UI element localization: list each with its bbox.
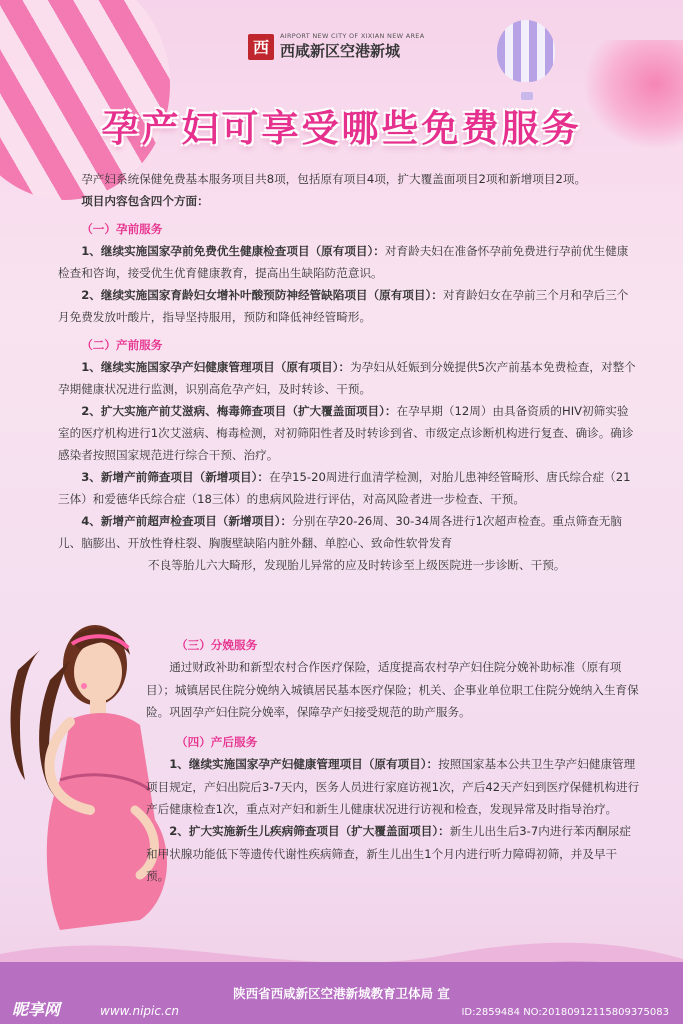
brand-chinese-name: 西咸新区空港新城 xyxy=(280,42,401,60)
list-item: 1、继续实施国家孕前免费优生健康检查项目（原有项目）：对育龄夫妇在准备怀孕前免费进行孕前优生健康检查和咨询，接受优生优育健康教育，提高出生缺陷防范意识。 xyxy=(58,244,629,280)
list-item-continuation: 不良等胎儿六大畸形，发现胎儿异常的应及时转诊至上级医院进一步诊断、干预。 xyxy=(148,558,566,572)
list-item: 1、继续实施国家孕产妇健康管理项目（原有项目）：为孕妇从妊娠到分娩提供5次产前基本免费检查，对整个孕期健康状况进行监测，识别高危孕产妇，及时转诊、干预。 xyxy=(58,360,636,396)
list-item: 4、新增产前超声检查项目（新增项目）：分别在孕20-26周、30-34周各进行1次超声检查。重点筛查无脑儿、脑膨出、开放性脊柱裂、胸腹壁缺陷内脏外翻、单腔心、致命性软骨发育 xyxy=(58,514,622,550)
list-item: 3、新增产前筛查项目（新增项目）：在孕15-20周进行血清学检测，对胎儿患神经管畸形、唐氏综合症（21三体）和爱德华氏综合症（18三体）的患病风险进行评估，对高风险者进一步检查、干预。 xyxy=(58,470,631,506)
watermark-url: www.nipic.cn xyxy=(100,1004,179,1018)
lower-content xyxy=(146,634,640,887)
footer-credit: 陕西省西咸新区空港新城教育卫体局 宣 xyxy=(233,986,450,1001)
watermark-id: ID:2859484 NO:20180912115809375083 xyxy=(461,1007,669,1018)
intro-paragraph: 孕产妇系统保健免费基本服务项目共8项，包括原有项目4项，扩大覆盖面项目2项和新增项目2项。 xyxy=(81,172,587,186)
brand-logo xyxy=(248,32,424,61)
main-content xyxy=(58,168,638,576)
section-heading-postpartum: （四）产后服务 xyxy=(176,735,258,750)
delivery-paragraph: 通过财政补助和新型农村合作医疗保险，适度提高农村孕产妇住院分娩补助标准（原有项目）；城镇居民住院分娩纳入城镇居民基本医疗保险；机关、企事业单位职工住院分娩纳入生育保险。巩固孕产妇住院分娩率，保障孕产妇接受规范的助产服务。 xyxy=(146,660,639,719)
hot-air-balloon-icon xyxy=(497,20,555,82)
list-item: 2、扩大实施产前艾滋病、梅毒筛查项目（扩大覆盖面项目）：在孕早期（12周）由具备资质的HIV初筛实验室的医疗机构进行1次艾滋病、梅毒检测，对初筛阳性者及时转诊到省、市级定点诊断机构进行复查、确诊。确诊感染者按照国家规范进行综合干预、治疗。 xyxy=(58,404,634,462)
brand-mark-icon: 西 xyxy=(248,34,274,60)
section-heading-prenatal: （二）产前服务 xyxy=(81,338,163,352)
list-item: 1、继续实施国家孕产妇健康管理项目（原有项目）：按照国家基本公共卫生孕产妇健康管理项目规定，产妇出院后3-7天内，医务人员进行家庭访视1次，产后42天产妇到医疗保健机构进行产后健康检查1次，重点对产妇和新生儿健康状况进行访视和检查，发现异常及时指导治疗。 xyxy=(146,757,640,817)
brand-english-name: AIRPORT NEW CITY OF XIXIAN NEW AREA xyxy=(280,32,425,40)
page-title: 孕产妇可享受哪些免费服务 xyxy=(101,107,582,150)
watermark-logo: 昵享网 xyxy=(12,1000,61,1019)
list-item: 2、继续实施国家育龄妇女增补叶酸预防神经管缺陷项目（原有项目）：对育龄妇女在孕前三个月和孕后三个月免费发放叶酸片，指导坚持服用，预防和降低神经管畸形。 xyxy=(58,288,629,324)
list-item: 2、扩大实施新生儿疾病筛查项目（扩大覆盖面项目）：新生儿出生后3-7内进行苯丙酮尿症和甲状腺功能低下等遗传代谢性疾病筛查，新生儿出生1个月内进行听力障碍初筛，并及早干预。 xyxy=(146,824,631,883)
overview-line: 项目内容包含四个方面： xyxy=(81,194,209,208)
section-heading-prepregnancy: （一）孕前服务 xyxy=(81,222,163,236)
section-heading-delivery: （三）分娩服务 xyxy=(176,638,258,652)
